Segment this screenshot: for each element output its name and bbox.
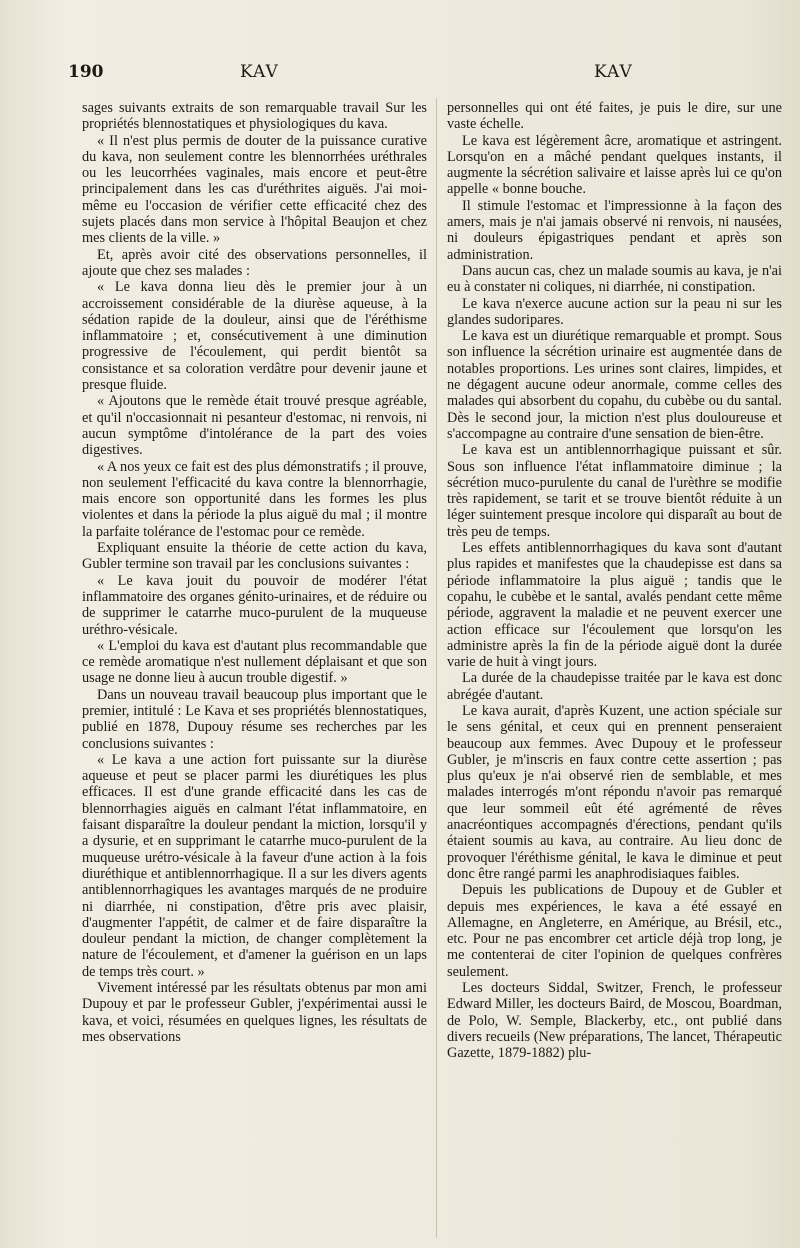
paragraph: Expliquant ensuite la théorie de cette action du kava, Gubler termine son travail par les conclusions suivantes :	[82, 540, 427, 573]
running-head-right: KAV	[594, 62, 633, 82]
paragraph: personnelles qui ont été faites, je puis le dire, sur une vaste échelle.	[447, 100, 782, 133]
running-head-left: KAV	[240, 62, 279, 82]
paragraph: « L'emploi du kava est d'autant plus recommandable que ce remède aromatique n'est nullement déplaisant et que son usage ne donne lieu à aucun trouble digestif. »	[82, 637, 427, 687]
paragraph: « Le kava donna lieu dès le premier jour à un accroissement considérable de la diurèse aqueuse, à la sédation rapide de la douleur, ainsi que de l'éréthisme inflammatoire ; et, consécutivement à une diminution progressive de l'écoulement, qui perdit bientôt sa consistance et sa coloration verdâtre pour devenir jaune et presque fluide.	[82, 279, 427, 394]
left-column	[82, 100, 427, 1240]
paragraph: Depuis les publications de Dupouy et de Gubler et depuis mes expériences, le kava a été essayé en Allemagne, en Angleterre, en Amérique, au Brésil, etc., etc. Pour ne pas encombrer cet article déjà trop long, je me contenterai de citer l'opinion de quelques confrères seulement.	[447, 882, 782, 980]
paragraph: Dans aucun cas, chez un malade soumis au kava, je n'ai eu à constater ni coliques, ni diarrhée, ni constipation.	[447, 262, 782, 296]
page-header	[0, 62, 800, 86]
page-number: 190	[68, 62, 104, 82]
paragraph: « A nos yeux ce fait est des plus démonstratifs ; il prouve, non seulement l'efficacité du kava contre la blennorrhagie, mais encore son opportunité dans les formes les plus violentes et dans la période la plus aiguë du mal ; il montre la parfaite tolérance de l'estomac pour ce remède.	[82, 458, 427, 540]
paragraph: Le kava est un diurétique remarquable et prompt. Sous son influence la sécrétion urinaire est augmentée dans de notables proportions. Les urines sont claires, limpides, et ne dégagent aucune odeur anormale, comme celles des malades qui absorbent du copahu, du cubèbe ou du santal. Dès le second jour, la miction n'est plus douloureuse et s'accompagne au contraire d'une sensation de bien-être.	[447, 328, 782, 442]
paragraph: « Le kava jouit du pouvoir de modérer l'état inflammatoire des organes génito-urinaires, et de réduire ou de supprimer le catarrhe muco-purulent de la muqueuse uréthro-vésicale.	[82, 572, 427, 638]
paragraph: Les docteurs Siddal, Switzer, French, le professeur Edward Miller, les docteurs Baird, de Moscou, Boardman, de Polo, W. Semple, Blackerby, etc., ont publié dans divers recueils (New préparations, The lancet, Thérapeutic Gazette, 1879-1882) plu-	[447, 980, 782, 1062]
paragraph: Et, après avoir cité des observations personnelles, il ajoute que chez ses malades :	[82, 246, 427, 279]
paragraph: Les effets antiblennorrhagiques du kava sont d'autant plus rapides et manifestes que la chaudepisse est dans sa période inflammatoire la plus aiguë ; tandis que le copahu, le cubèbe et le santal, avalés pendant cette même période, aggravent la maladie et ne peuvent exercer une action efficace sur l'écoulement que lorsqu'on les administre après la fin de la période aiguë dont la durée varie de huit à vingt jours.	[447, 540, 782, 671]
paragraph: Vivement intéressé par les résultats obtenus par mon ami Dupouy et par le professeur Gubler, j'expérimentai aussi le kava, et voici, résumées en quelques lignes, les résultats de mes observations	[82, 980, 427, 1045]
paragraph: « Il n'est plus permis de douter de la puissance curative du kava, non seulement contre les blennorrhées uréthrales ou les leucorrhées vaginales, mais encore et peut-être principalement dans les cas d'uréthrites aiguës. J'ai moi-même eu l'occasion de vérifier cette efficacité chez des sujets placés dans mon service à l'hôpital Beaujon et chez mes clients de la ville. »	[82, 132, 427, 247]
paragraph: Dans un nouveau travail beaucoup plus important que le premier, intitulé : Le Kava et ses propriétés blennostatiques, publié en 1878, Dupouy résume ses recherches par les conclusions suivantes :	[82, 686, 427, 752]
paragraph: « Ajoutons que le remède était trouvé presque agréable, et qu'il n'occasionnait ni pesanteur d'estomac, ni renvois, ni aucun symptôme d'intolérance de la part des voies digestives.	[82, 393, 427, 459]
paragraph: sages suivants extraits de son remarquable travail Sur les propriétés blennostatiques et physiologiques du kava.	[82, 100, 427, 133]
paragraph: Le kava est légèrement âcre, aromatique et astringent. Lorsqu'on en a mâché pendant quelques instants, il augmente la sécrétion salivaire et laisse après lui ce qu'on appelle « bonne bouche.	[447, 132, 782, 198]
paragraph: La durée de la chaudepisse traitée par le kava est donc abrégée d'autant.	[447, 670, 782, 703]
column-divider	[436, 98, 437, 1238]
paragraph: « Le kava a une action fort puissante sur la diurèse aqueuse et peut se placer parmi les diurétiques les plus efficaces. Il est d'une grande efficacité dans les cas de blennorrhagies aiguës en calmant l'état inflammatoire, en faisant disparaître la douleur pendant la miction, lorsqu'il y a dysurie, et en supprimant le catarrhe muco-purulent de la muqueuse urétro-vésicale à la faveur d'une action à la fois diuréthique et antiblennorrhagique. Il a sur les divers agents antiblennorrhagiques les avantages marqués de ne produire ni diarrhée, ni constipation, d'être pris avec plaisir, d'augmenter l'appétit, de calmer et de faire disparaître la douleur pendant la miction, de changer complètement la nature de l'écoulement, et d'amener la guérison en un laps de temps très court. »	[82, 751, 427, 980]
paragraph: Le kava est un antiblennorrhagique puissant et sûr. Sous son influence l'état inflammatoire diminue ; la sécrétion muco-purulente du canal de l'urèthre se modifie très rapidement, se tarit et se trouve bientôt réduite à un léger suintement presque incolore qui disparaît au bout de très peu de temps.	[447, 442, 782, 540]
paragraph: Le kava n'exerce aucune action sur la peau ni sur les glandes sudoripares.	[447, 295, 782, 328]
paragraph: Il stimule l'estomac et l'impressionne à la façon des amers, mais je n'ai jamais observé ni renvois, ni nausées, ni douleurs épigastriques pendant et après son administration.	[447, 197, 782, 263]
right-column	[447, 100, 782, 1240]
paragraph: Le kava aurait, d'après Kuzent, une action spéciale sur le sens génital, et ceux qui en prennent penseraient beaucoup aux femmes. Avec Dupouy et le professeur Gubler, je m'inscris en faux contre cette assertion ; pas plus qu'eux je n'ai observé rien de semblable, et mes malades interrogés m'ont répondu n'avoir pas remarqué que leur sommeil eût été agrémenté de rêves anacréontiques accompagnés d'érections, pendant qu'ils étaient soumis au kava, au contraire. Au lieu donc de provoquer l'éréthisme génital, le kava le diminue et peut donc être rangé parmi les anaphrodisiaques faibles.	[447, 702, 782, 882]
